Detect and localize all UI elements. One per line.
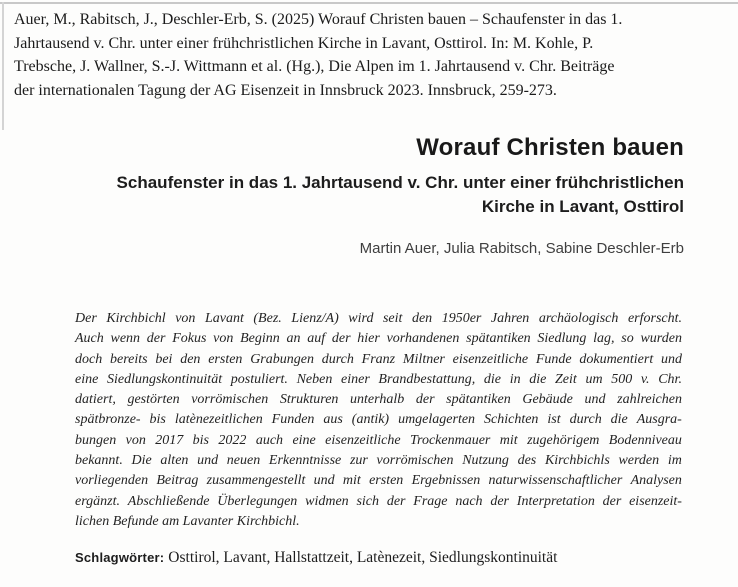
abstract-line: bungen von 2017 bis 2022 auch eine eisenzeitliche Trockenmauer mit zugehörigem Bodenniveau	[75, 432, 682, 448]
abstract	[75, 309, 682, 532]
abstract-line: Auch wenn der Fokus von Beginn an auf der hier vorhandenen spätantiken Siedlung lag, so wurden	[75, 331, 682, 347]
subtitle-line: Kirche in Lavant, Osttirol	[481, 197, 684, 216]
citation-line: Jahrtausend v. Chr. unter einer frühchristlichen Kirche in Lavant, Osttirol. In: M. Kohle, P.	[14, 34, 594, 52]
abstract-line: datiert, gestörten vorrömischen Strukturen unterhalb der spätantiken Gebäude und zahlreichen	[75, 392, 682, 408]
subtitle-line: Schaufenster in das 1. Jahrtausend v. Chr. unter einer frühchristlichen	[116, 173, 684, 192]
authors-line: Martin Auer, Julia Rabitsch, Sabine Deschler-Erb	[359, 240, 684, 257]
title-block	[60, 134, 684, 219]
keywords-label: Schlagwörter:	[75, 550, 165, 565]
page-left-rule	[2, 2, 4, 130]
page-top-rule	[0, 2, 738, 4]
abstract-line: ergänzt. Abschließende Überlegungen widmen sich der Frage nach der Interpretation der eisenzeit-	[75, 493, 682, 509]
keywords-row	[75, 549, 715, 567]
abstract-line: lichen Befunde am Lavanter Kirchbichl.	[75, 513, 300, 529]
citation-header	[14, 8, 730, 102]
paper-subtitle	[60, 171, 684, 219]
citation-line: der internationalen Tagung der AG Eisenzeit in Innsbruck 2023. Innsbruck, 259-273.	[14, 81, 557, 99]
keywords-list: Osttirol, Lavant, Hallstattzeit, Latènezeit, Siedlungskontinuität	[168, 549, 558, 566]
abstract-line: vorliegenden Beitrag zusammengestellt und mit ersten Ergebnissen naturwissenschaftlicher Analysen	[75, 473, 682, 489]
abstract-line: spätbronze- bis latènezeitlichen Funden aus (antik) umgelagerten Schichten ist durch die Ausgra-	[75, 412, 682, 428]
abstract-line: Der Kirchbichl von Lavant (Bez. Lienz/A) wird seit den 1950er Jahren archäologisch erforscht.	[75, 311, 682, 326]
paper-title: Worauf Christen bauen	[416, 134, 684, 161]
abstract-line: eine Siedlungskontinuität postuliert. Neben einer Brandbestattung, die in die Zeit um 500 v. Chr.	[75, 371, 682, 387]
abstract-line: doch bereits bei den ersten Grabungen durch Franz Miltner eisenzeitliche Funde dokumentiert und	[75, 351, 682, 367]
citation-line: Auer, M., Rabitsch, J., Deschler-Erb, S. (2025) Worauf Christen bauen – Schaufenster in das 1.	[14, 11, 623, 28]
abstract-line: bekannt. Die alten und neuen Erkenntnisse zur vorrömischen Nutzung des Kirchbichls werden im	[75, 453, 682, 469]
citation-line: Trebsche, J. Wallner, S.-J. Wittmann et al. (Hg.), Die Alpen im 1. Jahrtausend v. Chr. Beiträge	[14, 58, 615, 75]
